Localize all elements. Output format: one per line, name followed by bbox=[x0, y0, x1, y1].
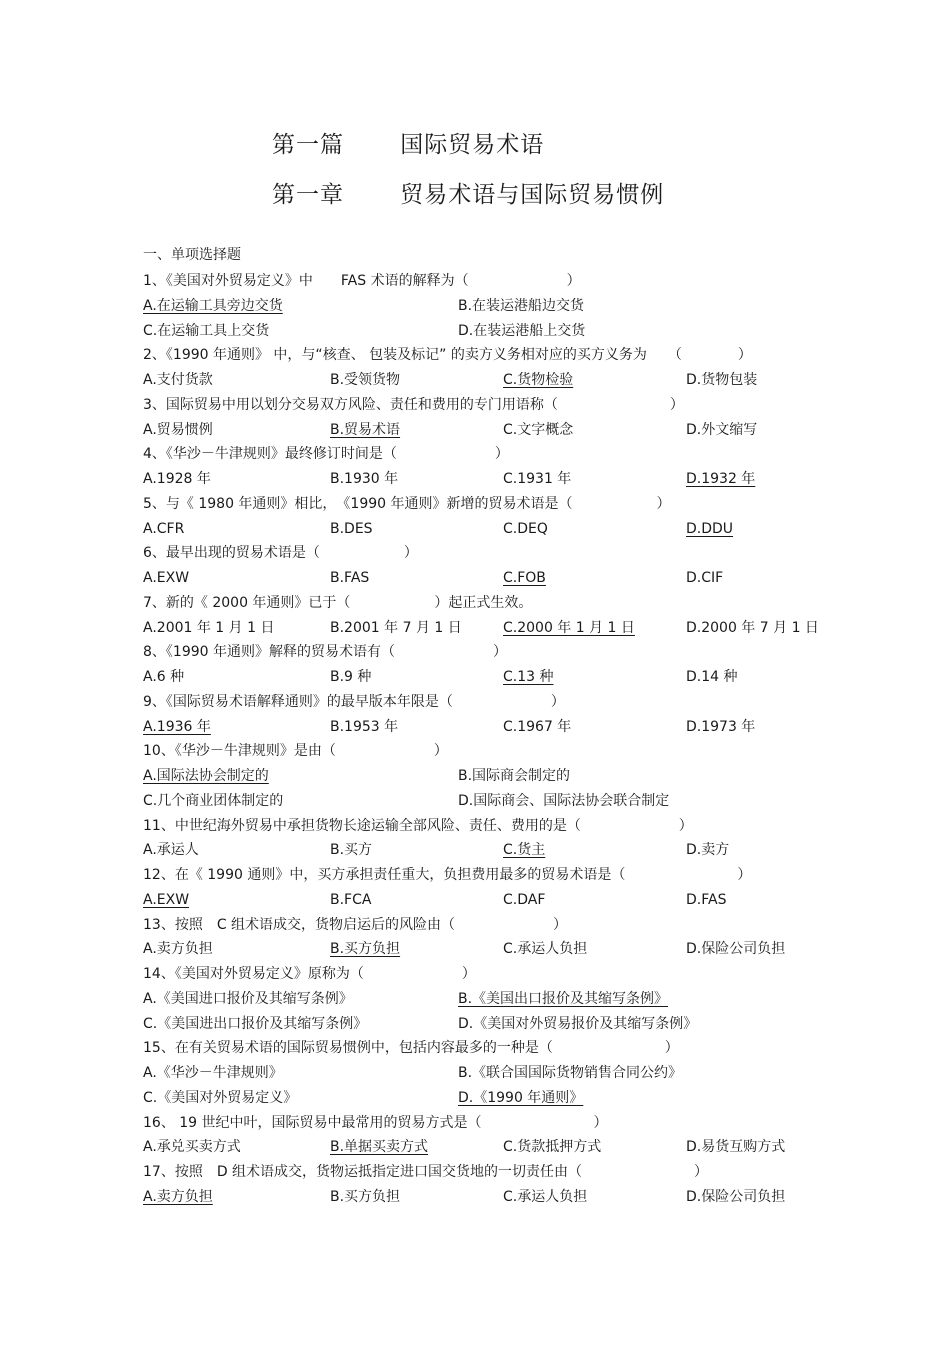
question-text: 10、《华沙－牛津规则》是由（ ） bbox=[143, 743, 448, 760]
answer-option: D.1973 年 bbox=[686, 718, 756, 735]
answer-option: B.9 种 bbox=[330, 669, 372, 685]
option-row bbox=[143, 1061, 823, 1086]
answer-option-correct: A.1936 年 bbox=[143, 718, 211, 735]
chapter-title: 第一章 贸易术语与国际贸易惯例 bbox=[272, 182, 665, 208]
answer-option: B.受领货物 bbox=[330, 372, 401, 388]
option-row bbox=[143, 1086, 823, 1111]
option-row bbox=[143, 888, 823, 913]
question-text: 13、按照 C 组术语成交，货物启运后的风险由（ ） bbox=[143, 916, 568, 933]
answer-option: D.易货互购方式 bbox=[686, 1139, 786, 1156]
question-text: 4、《华沙－牛津规则》最终修订时间是（ ） bbox=[143, 446, 509, 463]
answer-option-correct: C.13 种 bbox=[503, 669, 554, 685]
answer-option-correct: C.货主 bbox=[503, 842, 546, 859]
answer-option: D.保险公司负担 bbox=[686, 941, 786, 958]
answer-option: C.《美国进出口报价及其缩写条例》 bbox=[143, 1015, 368, 1032]
answer-option: C.DEQ bbox=[503, 520, 548, 537]
answer-option: D.14 种 bbox=[686, 669, 738, 685]
answer-option-correct: A.在运输工具旁边交货 bbox=[143, 297, 283, 314]
answer-option: D.保险公司负担 bbox=[686, 1188, 786, 1205]
answer-option-correct: B.贸易术语 bbox=[330, 421, 401, 438]
answer-option: C.承运人负担 bbox=[503, 941, 588, 958]
question-text: 12、在《 1990 通则》中，买方承担责任重大，负担费用最多的贸易术语是（ ） bbox=[143, 867, 752, 883]
answer-option: C.承运人负担 bbox=[503, 1188, 588, 1205]
answer-option: D.卖方 bbox=[686, 842, 730, 859]
answer-option-correct: B.单据买卖方式 bbox=[330, 1139, 429, 1156]
option-row bbox=[143, 566, 823, 591]
option-row bbox=[143, 368, 823, 393]
question-text: 17、按照 D 组术语成交，货物运抵指定进口国交货地的一切责任由（ ） bbox=[143, 1164, 709, 1180]
question-text: 7、新的《 2000 年通则》已于（ ）起正式生效。 bbox=[143, 594, 533, 611]
answer-option: B.《联合国国际货物销售合同公约》 bbox=[458, 1065, 683, 1081]
option-row bbox=[143, 319, 823, 344]
question-text: 2、《1990 年通则》 中，与“核查、 包装及标记” 的卖方义务相对应的买方义务为 （ ） bbox=[143, 347, 752, 364]
answer-option: A.承兑买卖方式 bbox=[143, 1139, 241, 1156]
section-heading: 一、单项选择题 bbox=[143, 247, 241, 263]
answer-option-correct: C.货物检验 bbox=[503, 372, 574, 388]
option-row bbox=[143, 616, 823, 641]
question-text: 8、《1990 年通则》解释的贸易术语有（ ） bbox=[143, 644, 507, 661]
answer-option-correct: D.1932 年 bbox=[686, 471, 756, 487]
option-row bbox=[143, 517, 823, 542]
answer-option: C.文字概念 bbox=[503, 421, 574, 438]
answer-option: B.2001 年 7 月 1 日 bbox=[330, 619, 462, 636]
option-row bbox=[143, 418, 823, 443]
answer-option-correct: D.《1990 年通则》 bbox=[458, 1089, 584, 1106]
question-text: 5、与《 1980 年通则》相比， 《1990 年通则》新增的贸易术语是（ ） bbox=[143, 495, 671, 512]
answer-option: D.货物包装 bbox=[686, 372, 758, 388]
question-text: 14、《美国对外贸易定义》原称为（ ） bbox=[143, 966, 476, 982]
question-text: 1、《美国对外贸易定义》中 FAS 术语的解释为（ ） bbox=[143, 273, 581, 289]
option-row bbox=[143, 1012, 823, 1037]
answer-option: C.在运输工具上交货 bbox=[143, 322, 270, 339]
question-text: 9、《国际贸易术语解释通则》的最早版本年限是（ ） bbox=[143, 693, 565, 710]
answer-option: D.2000 年 7 月 1 日 bbox=[686, 619, 819, 636]
answer-option: C.货款抵押方式 bbox=[503, 1139, 602, 1156]
question-list bbox=[143, 269, 823, 1210]
answer-option: B.DES bbox=[330, 520, 373, 537]
answer-option: B.1953 年 bbox=[330, 718, 399, 735]
answer-option: A.6 种 bbox=[143, 669, 185, 685]
option-row bbox=[143, 715, 823, 740]
part-title: 第一篇 国际贸易术语 bbox=[272, 132, 545, 158]
answer-option-correct: B.买方负担 bbox=[330, 941, 401, 958]
option-row bbox=[143, 665, 823, 690]
answer-option: B.在装运港船边交货 bbox=[458, 297, 585, 314]
option-row bbox=[143, 1185, 823, 1210]
option-row bbox=[143, 838, 823, 863]
answer-option: A.CFR bbox=[143, 520, 185, 537]
answer-option: A.支付货款 bbox=[143, 372, 213, 388]
option-row bbox=[143, 937, 823, 962]
answer-option: A.《美国进口报价及其缩写条例》 bbox=[143, 990, 353, 1007]
answer-option: A.贸易惯例 bbox=[143, 421, 213, 438]
answer-option: B.国际商会制定的 bbox=[458, 768, 571, 784]
answer-option: C.《美国对外贸易定义》 bbox=[143, 1089, 298, 1106]
answer-option: D.国际商会、国际法协会联合制定 bbox=[458, 792, 670, 809]
answer-option: D.《美国对外贸易报价及其缩写条例》 bbox=[458, 1015, 698, 1032]
question-text: 15、在有关贸易术语的国际贸易惯例中，包括内容最多的一种是（ ） bbox=[143, 1040, 679, 1057]
option-row bbox=[143, 764, 823, 789]
answer-option: A.1928 年 bbox=[143, 471, 211, 487]
answer-option-correct: C.2000 年 1 月 1 日 bbox=[503, 619, 635, 636]
answer-option: A.《华沙－牛津规则》 bbox=[143, 1065, 283, 1081]
option-row bbox=[143, 789, 823, 814]
answer-option: D.外文缩写 bbox=[686, 421, 758, 438]
answer-option: B.FCA bbox=[330, 891, 372, 908]
answer-option-correct: B.《美国出口报价及其缩写条例》 bbox=[458, 990, 669, 1007]
option-row bbox=[143, 467, 823, 492]
answer-option: B.买方负担 bbox=[330, 1188, 401, 1205]
answer-option: C.几个商业团体制定的 bbox=[143, 792, 284, 809]
answer-option: C.DAF bbox=[503, 891, 546, 908]
option-row bbox=[143, 294, 823, 319]
option-row bbox=[143, 1135, 823, 1160]
question-text: 3、国际贸易中用以划分交易双方风险、责任和费用的专门用语称（ ） bbox=[143, 396, 684, 413]
answer-option: C.1967 年 bbox=[503, 718, 572, 735]
answer-option-correct: D.DDU bbox=[686, 520, 734, 537]
answer-option-correct: A.卖方负担 bbox=[143, 1188, 213, 1205]
question-text: 16、 19 世纪中叶，国际贸易中最常用的贸易方式是（ ） bbox=[143, 1114, 608, 1131]
answer-option: A.承运人 bbox=[143, 842, 199, 859]
answer-option-correct: A.国际法协会制定的 bbox=[143, 768, 269, 784]
question-text: 11、中世纪海外贸易中承担货物长途运输全部风险、责任、费用的是（ ） bbox=[143, 817, 693, 834]
answer-option: D.在装运港船上交货 bbox=[458, 322, 586, 339]
answer-option: B.买方 bbox=[330, 842, 373, 859]
question-text: 6、最早出现的贸易术语是（ ） bbox=[143, 545, 418, 562]
answer-option: A.2001 年 1 月 1 日 bbox=[143, 619, 275, 636]
answer-option: B.FAS bbox=[330, 570, 370, 586]
answer-option: D.FAS bbox=[686, 891, 727, 908]
answer-option: A.卖方负担 bbox=[143, 941, 213, 958]
answer-option: A.EXW bbox=[143, 570, 190, 586]
answer-option: D.CIF bbox=[686, 570, 724, 586]
answer-option: B.1930 年 bbox=[330, 471, 399, 487]
option-row bbox=[143, 987, 823, 1012]
answer-option-correct: A.EXW bbox=[143, 891, 190, 908]
answer-option: C.1931 年 bbox=[503, 471, 572, 487]
answer-option-correct: C.FOB bbox=[503, 570, 546, 586]
